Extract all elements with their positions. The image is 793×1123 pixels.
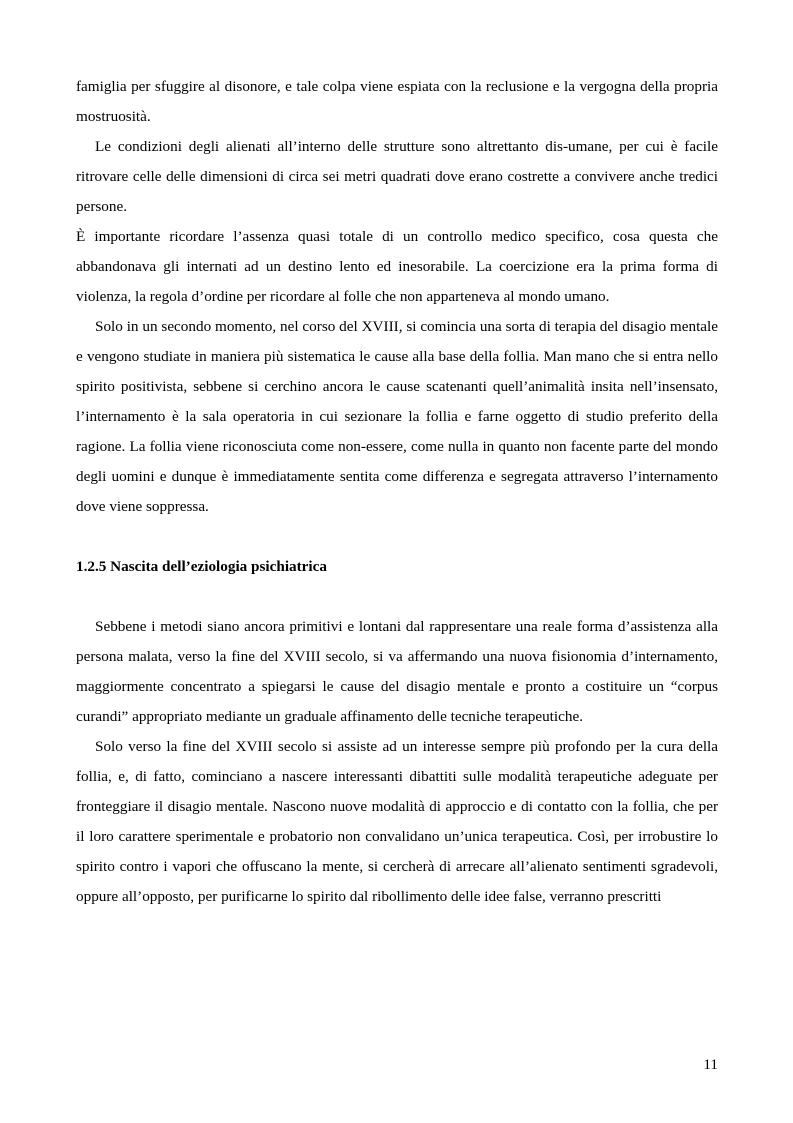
paragraph-medical-control: È importante ricordare l’assenza quasi totale di un controllo medico specifico, cosa questa che abbandonava gli internati ad un destino lento ed inesorabile. La coercizione era la prima forma di violenza, la regola d’ordine per ricordare al folle che non apparteneva al mondo umano. bbox=[76, 228, 718, 305]
section-heading: 1.2.5 Nascita dell’eziologia psichiatrica bbox=[76, 558, 327, 575]
paragraph-positivism: Solo in un secondo momento, nel corso del XVIII, si comincia una sorta di terapia del disagio mentale e vengono studiate in maniera più sistematica le cause alla base della follia. Man mano che si entra nello spirito positivista, sebbene si cerchino ancora le cause scatenanti quell’animalità insita nell’insensato, l’internamento è la sala operatoria in cui sezionare la follia e farne oggetto di studio preferito della ragione. La follia viene riconosciuta come non-essere, come nulla in quanto non facente parte del mondo degli uomini e dunque è immediatamente sentita come differenza e segregata attraverso l’internamento dove viene soppressa. bbox=[76, 318, 718, 515]
paragraph-new-internment: Sebbene i metodi siano ancora primitivi e lontani dal rappresentare una reale forma d’assistenza alla persona malata, verso la fine del XVIII secolo, si va affermando una nuova fisionomia d’internamento, maggiormente concentrato a spiegarsi le cause del disagio mentale e pronto a costituire un “corpus curandi” appropriato mediante un graduale affinamento delle tecniche terapeutiche. bbox=[76, 618, 718, 725]
paragraph-therapies: Solo verso la fine del XVIII secolo si assiste ad un interesse sempre più profondo per la cura della follia, e, di fatto, cominciano a nascere interessanti dibattiti sulle modalità terapeutiche adeguate per fronteggiare il disagio mentale. Nascono nuove modalità di approccio e di contatto con la follia, che per il loro carattere sperimentale e probatorio non convalidano un’unica terapeutica. Così, per irrobustire lo spirito contro i vapori che offuscano la mente, si cercherà di arrecare all’alienato sentimenti sgradevoli, oppure all’opposto, per purificarne lo spirito dal ribollimento delle idee false, verranno prescritti bbox=[76, 738, 718, 905]
paragraph-conditions: Le condizioni degli alienati all’interno delle strutture sono altrettanto dis-umane, per cui è facile ritrovare celle delle dimensioni di circa sei metri quadrati dove erano costrette a convivere anche tredici persone. bbox=[76, 138, 718, 215]
document-page bbox=[76, 72, 718, 912]
paragraph-continuation: famiglia per sfuggire al disonore, e tale colpa viene espiata con la reclusione e la vergogna della propria mostruosità. bbox=[76, 78, 718, 125]
page-number: 11 bbox=[703, 1056, 718, 1073]
spacer bbox=[76, 522, 718, 552]
spacer bbox=[76, 582, 718, 612]
